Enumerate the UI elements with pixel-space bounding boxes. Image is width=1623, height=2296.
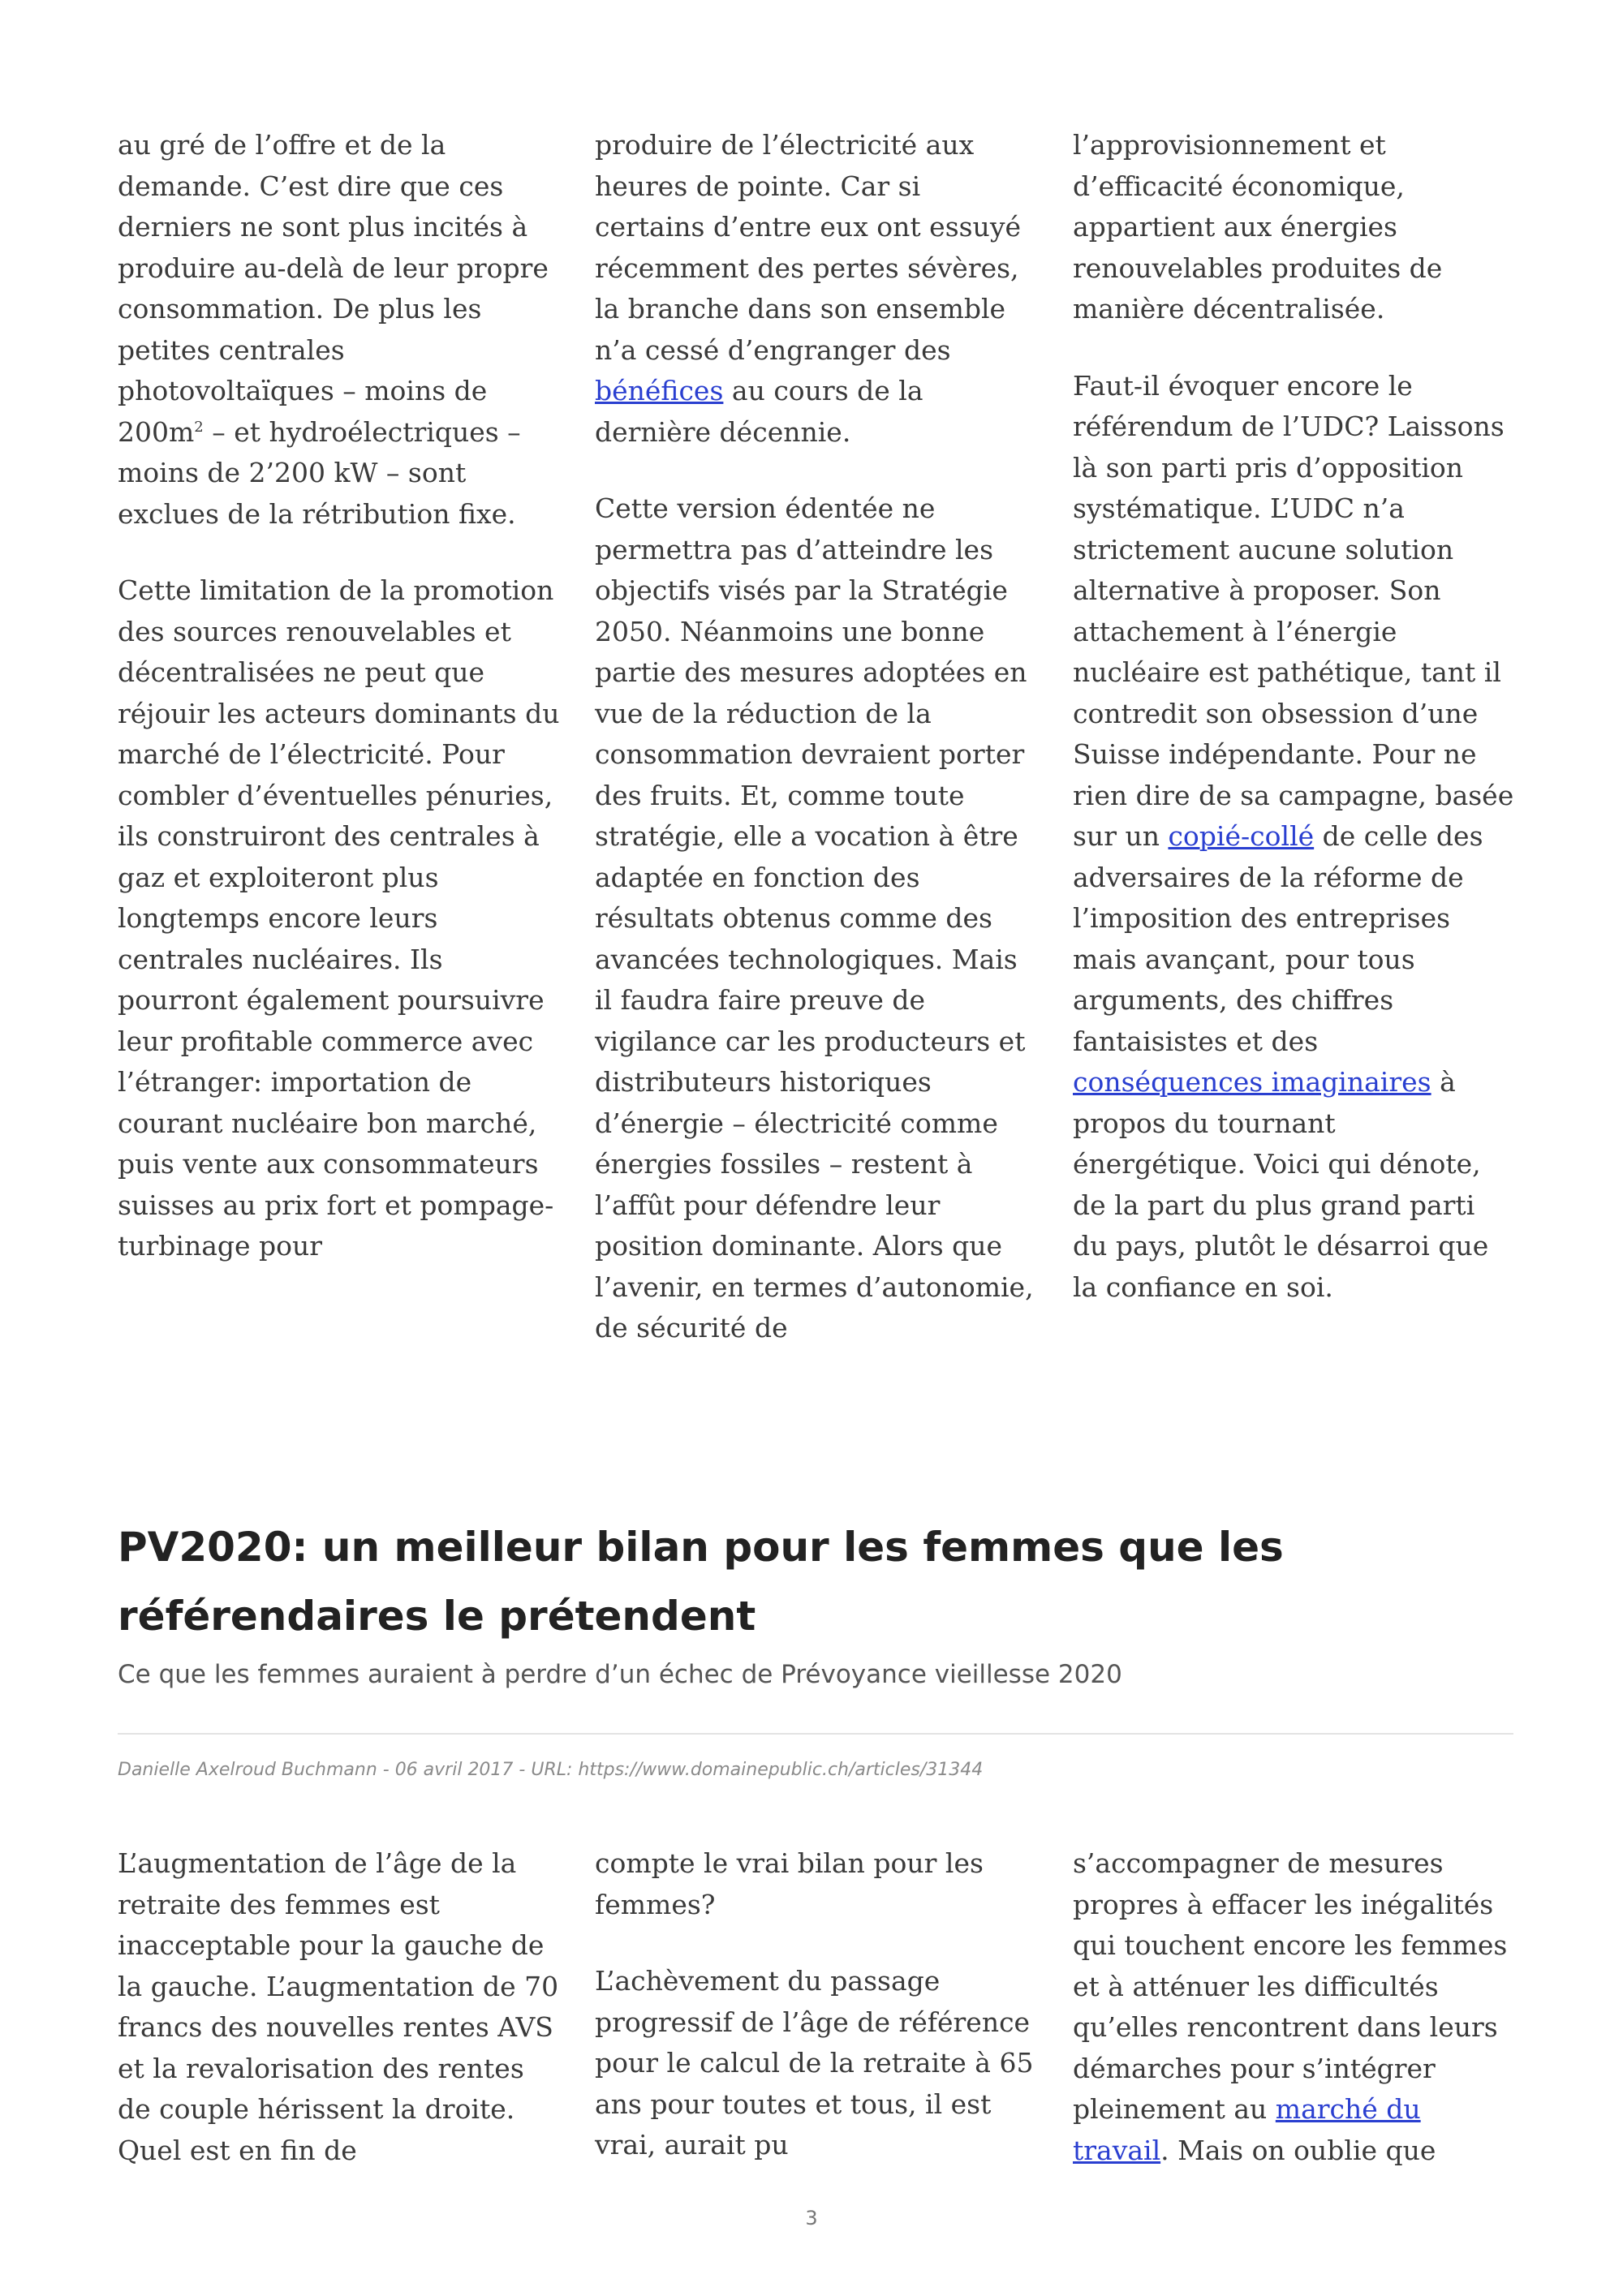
paragraph: L’achèvement du passage progressif de l’âge de référence pour le calcul de la retraite à 65 ans pour toutes et tous, il est vrai, aurait pu xyxy=(595,1965,1034,2161)
paragraph: s’accompagner de mesures propres à effacer les inégalités qui touchent encore les femmes et à atténuer les difficultés qu’elles rencontrent dans leurs démarches pour s’intégrer pleinement au marché du travail. Mais on oublie que xyxy=(1073,1847,1508,2166)
paragraph: compte le vrai bilan pour les femmes? xyxy=(595,1847,984,1920)
marche-du-travail-link[interactable]: marché du travail xyxy=(1073,2093,1421,2166)
article-column-3 xyxy=(1073,1843,1515,2171)
paragraph: Cette limitation de la promotion des sources renouvelables et décentralisées ne peut que réjouir les acteurs dominants du marché de l’électricité. Pour combler d’éventuelles pénuries, ils construiront des centrales à gaz et exploiteront plus longtemps encore leurs centrales nucléaires. Ils pourront également poursuivre leur profitable commerce avec l’étranger: importation de courant nucléaire bon marché, puis vente aux consommateurs suisses au prix fort et pompage-turbinage pour xyxy=(118,574,560,1262)
article-meta: Danielle Axelroud Buchmann - 06 avril 2017 - URL: https://www.domainepublic.ch/articles/31344 xyxy=(118,1760,984,1780)
paragraph: l’approvisionnement et d’efficacité économique, appartient aux énergies renouvelables produites de manière décentralisée. xyxy=(1073,129,1443,325)
top-column-2 xyxy=(595,125,1037,1349)
page-number: 3 xyxy=(805,2207,818,2229)
benefices-link[interactable]: bénéfices xyxy=(595,375,724,406)
article-subtitle: Ce que les femmes auraient à perdre d’un échec de Prévoyance vieillesse 2020 xyxy=(118,1660,1122,1689)
consequences-imaginaires-link[interactable]: conséquences imaginaires xyxy=(1073,1066,1431,1098)
paragraph: L’augmentation de l’âge de la retraite des femmes est inacceptable pour la gauche de la gauche. L’augmentation de 70 francs des nouvelles rentes AVS et la revalorisation des rentes de couple hérissent la droite. Quel est en fin de xyxy=(118,1847,559,2166)
copie-colle-link[interactable]: copié-collé xyxy=(1168,820,1315,852)
paragraph: au gré de l’offre et de la demande. C’est dire que ces derniers ne sont plus incités à produire au-delà de leur propre consommation. De plus les petites centrales photovoltaïques – moins de $200m^2$ – et hydroélectriques – moins de 2’200 kW – sont exclues de la rétribution fixe. xyxy=(118,129,549,530)
article-column-2 xyxy=(595,1843,1037,2166)
paragraph: produire de l’électricité aux heures de pointe. Car si certains d’entre eux ont essuyé récemment des pertes sévères, la branche dans son ensemble n’a cessé d’engranger des bénéfices au cours de la dernière décennie. xyxy=(595,129,1021,448)
divider xyxy=(118,1733,1513,1735)
paragraph: Cette version édentée ne permettra pas d’atteindre les objectifs visés par la Stratégie 2050. Néanmoins une bonne partie des mesures adoptées en vue de la réduction de la consommation devraient porter des fruits. Et, comme toute stratégie, elle a vocation à être adaptée en fonction des résultats obtenus comme des avancées technologiques. Mais il faudra faire preuve de vigilance car les producteurs et distributeurs historiques d’énergie – électricité comme énergies fossiles – restent à l’affût pour défendre leur position dominante. Alors que l’avenir, en termes d’autonomie, de sécurité de xyxy=(595,492,1034,1344)
top-column-3 xyxy=(1073,125,1515,1308)
top-column-1 xyxy=(118,125,560,1267)
article-title: PV2020: un meilleur bilan pour les femmes que les référendaires le prétendent xyxy=(118,1524,1284,1640)
paragraph: Faut-il évoquer encore le référendum de l’UDC? Laissons là son parti pris d’opposition systématique. L’UDC n’a strictement aucune solution alternative à proposer. Son attachement à l’énergie nucléaire est pathétique, tant il contredit son obsession d’une Suisse indépendante. Pour ne rien dire de sa campagne, basée sur un copié-collé de celle des adversaires de la réforme de l’imposition des entreprises mais avançant, pour tous arguments, des chiffres fantaisistes et des conséquences imaginaires à propos du tournant énergétique. Voici qui dénote, de la part du plus grand parti du pays, plutôt le désarroi que la confiance en soi. xyxy=(1073,369,1514,1303)
article-column-1 xyxy=(118,1843,560,2171)
superscript: 2 xyxy=(194,418,204,436)
